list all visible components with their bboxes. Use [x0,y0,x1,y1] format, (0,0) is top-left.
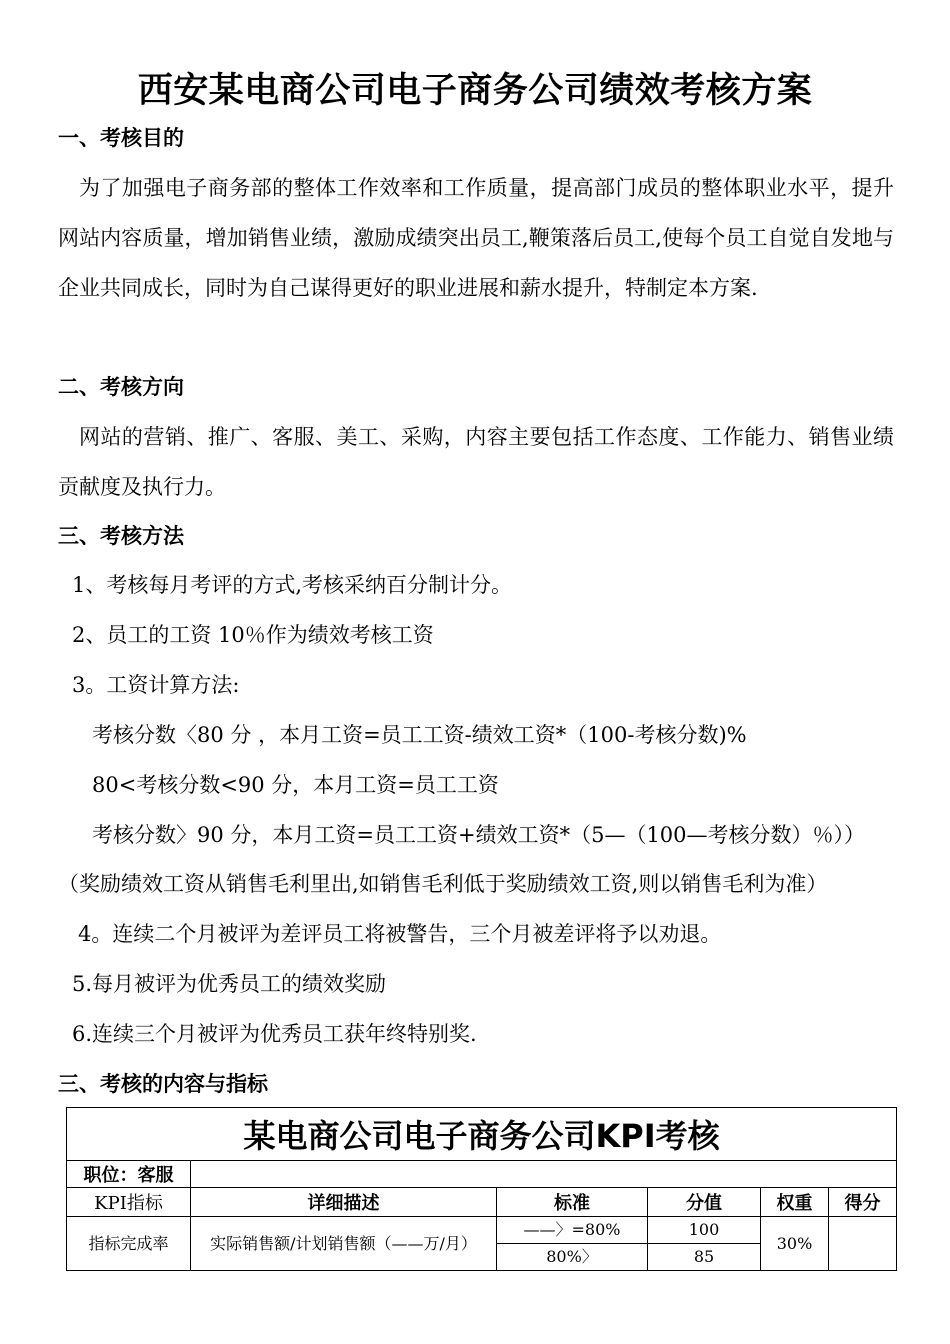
section-heading-method: 三、考核方法 [58,524,184,548]
salary-rule-80-90: 80<考核分数<90 分，本月工资=员工工资 [92,773,499,797]
weight-cell: 30% [761,1217,829,1271]
result-cell [829,1217,897,1271]
salary-rule-above-90: 考核分数〉90 分，本月工资=员工工资+绩效工资*（5—（100—考核分数）％）） [92,823,866,847]
direction-text: 网站的营销、推广、客服、美工、采购，内容主要包括工作态度、工作能力、销售业绩贡献度及执行力。 [58,425,894,499]
header-kpi-indicator: KPI指标 [67,1188,191,1217]
description-cell: 实际销售额/计划销售额（——万/月） [191,1217,497,1271]
score-cell-1: 100 [648,1217,761,1244]
standard-cell-2: 80%〉 [497,1244,648,1271]
indicator-cell: 指标完成率 [67,1217,191,1271]
method-item-2: 2、员工的工资 10％作为绩效考核工资 [72,623,434,647]
method-item-1: 1、考核每月考评的方式,考核采纳百分制计分。 [72,573,513,597]
header-weight: 权重 [761,1188,829,1217]
purpose-paragraph [58,163,894,313]
section-heading-direction: 二、考核方向 [58,375,184,399]
section-heading-purpose: 一、考核目的 [58,126,184,150]
header-standard: 标准 [497,1188,648,1217]
position-value-cell [191,1161,897,1188]
kpi-table-title: 某电商公司电子商务公司KPI考核 [67,1108,897,1161]
header-description: 详细描述 [191,1188,497,1217]
salary-rule-note: （奖励绩效工资从销售毛利里出,如销售毛利低于奖励绩效工资,则以销售毛利为准） [58,872,828,896]
method-item-5: 5.每月被评为优秀员工的绩效奖励 [72,972,387,996]
salary-rule-below-80: 考核分数〈80 分 ，本月工资=员工工资-绩效工资*（100-考核分数)% [92,723,747,747]
position-label: 职位：客服 [67,1161,191,1188]
section-heading-content: 三、考核的内容与指标 [58,1072,268,1096]
kpi-position-row [67,1161,897,1188]
method-item-6: 6.连续三个月被评为优秀员工获年终特别奖. [72,1022,477,1046]
kpi-title-row [67,1108,897,1161]
score-cell-2: 85 [648,1244,761,1271]
kpi-header-row [67,1188,897,1217]
header-result: 得分 [829,1188,897,1217]
direction-paragraph [58,412,894,512]
kpi-table [66,1107,897,1271]
standard-cell-1: ——〉=80% [497,1217,648,1244]
method-item-3: 3。工资计算方法: [72,673,240,697]
table-row [67,1217,897,1244]
method-item-4: 4。连续二个月被评为差评员工将被警告，三个月被差评将予以劝退。 [78,922,722,946]
document-title: 西安某电商公司电子商务公司绩效考核方案 [137,71,813,111]
purpose-text: 为了加强电子商务部的整体工作效率和工作质量，提高部门成员的整体职业水平，提升网站内容质量，增加销售业绩，激励成绩突出员工,鞭策落后员工,使每个员工自觉自发地与企业共同成长，同时为自己谋得更好的职业进展和薪水提升，特制定本方案. [58,176,894,300]
header-score: 分值 [648,1188,761,1217]
